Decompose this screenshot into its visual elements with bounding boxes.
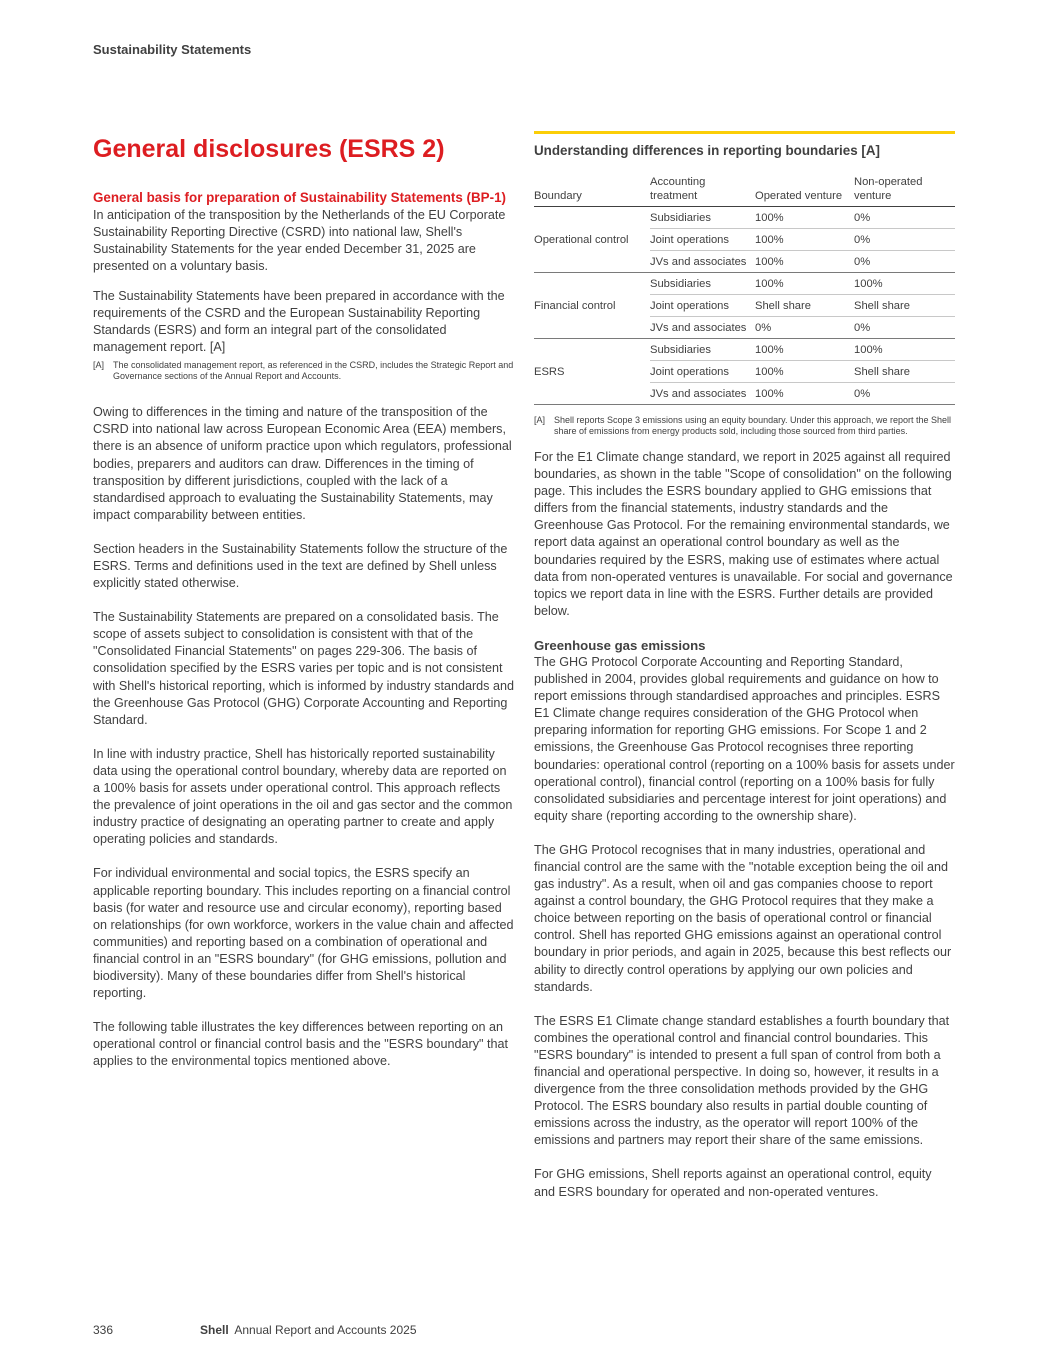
paragraph: The Sustainability Statements are prepared on a consolidated basis. The scope of assets subject to consolidation is consistent with that of the "Consolidated Financial Statements" on pages 229-306. The basis of consolidation specified by the ESRS varies per topic and is not consistent with Shell's historical reporting, which is informed by industry standards and the Greenhouse Gas Protocol (GHG) Corporate Accounting and Reporting Standard. — [93, 610, 514, 727]
table-cell: Joint operations — [650, 361, 755, 383]
table-cell: 100% — [854, 273, 955, 295]
table-cell: 100% — [755, 383, 854, 405]
paragraph: The following table illustrates the key differences between reporting on an operational control or financial control basis and the "ESRS boundary" that applies to the environmental topics mentioned above. — [93, 1020, 508, 1069]
table-cell: 100% — [755, 207, 854, 229]
paragraph: For individual environmental and social topics, the ESRS specify an applicable reporting boundary. This includes reporting on a financial control basis (for water and resource use and circular economy), reporting based on relationships (for own workforce, workers in the value chain and affected communities) and reporting based on a combination of operational and financial control in an "ESRS boundary" (for GHG emissions, pollution and biodiversity). Many of these boundaries differ from Shell's historical reporting. — [93, 866, 514, 1001]
paragraph: The Sustainability Statements have been prepared in accordance with the requirements of the CSRD and the European Sustainability Reporting Standards (ESRS) and form an integral part of the consolidated management report. [A] — [93, 288, 505, 355]
paragraph: In anticipation of the transposition by the Netherlands of the EU Corporate Sustainability Reporting Directive (CSRD) into national law, Shell's Sustainability Statements for the year ended December 31, 2025 are presented on a voluntary basis. — [93, 207, 506, 273]
boundary-table — [534, 175, 955, 405]
table-title: Understanding differences in reporting boundaries [A] — [534, 143, 880, 158]
table-row — [534, 207, 955, 229]
paragraph: For GHG emissions, Shell reports against an operational control, equity and ESRS boundary for operated and non-operated ventures. — [534, 1167, 932, 1199]
paragraph: The GHG Protocol recognises that in many industries, operational and financial control are the same with the "notable exception being the oil and gas industry". As a result, when oil and gas companies choose to report against a control boundary, the GHG Protocol requires that they make a choice between reporting on the basis of operational control or financial control. Shell has reported GHG emissions against an operational control boundary in prior periods, and again in 2025, because this best reflects our ability to directly control operations by applying our own policies and standards. — [534, 842, 952, 994]
table-cell: Shell share — [854, 295, 955, 317]
paragraph: The GHG Protocol Corporate Accounting and Reporting Standard, published in 2004, provides global requirements and guidance on how to report emissions through standardised approaches and principles. ESRS E1 Climate change requires consideration of the GHG Protocol when preparing information for reporting GHG emissions. For Scope 1 and 2 emissions, the Greenhouse Gas Protocol recognises three reporting boundaries: operational control (reporting on a 100% basis for assets under operational control), financial control (reporting on a 100% basis for fully consolidated subsidiaries and percentage interest for joint operations) and equity share (reporting according to the ownership share). — [534, 654, 955, 823]
right-column — [534, 131, 955, 1218]
paragraph: Owing to differences in the timing and nature of the transposition of the CSRD into national law across European Economic Area (EEA) members, there is an absence of uniform practice upon which regulators, professional bodies, preparers and auditors can draw. Differences in the timing of transposition by different jurisdictions, coupled with the lack of a standardised approach to evaluating the Sustainability Statements, may impact comparability between entities. — [93, 405, 512, 522]
publication-title: Annual Report and Accounts 2025 — [234, 1323, 417, 1337]
paragraph: The ESRS E1 Climate change standard establishes a fourth boundary that combines the operational control and financial control boundaries. This "ESRS boundary" is intended to present a full span of control from both a financial and operational perspective. In doing so, however, it results in a divergence from the three consolidation methods provided by the GHG Protocol. The ESRS boundary also results in partial double counting of emissions across the industry, as the operator will report 100% of the emissions and partners may report their share of the same emissions. — [534, 1013, 950, 1148]
page-footer — [93, 1323, 417, 1337]
table-cell: Subsidiaries — [650, 273, 755, 295]
footnote-marker: [A] — [534, 415, 546, 425]
table-cell: 0% — [854, 251, 955, 273]
column-header: Non-operated venture — [854, 175, 955, 207]
table-cell: Subsidiaries — [650, 207, 755, 229]
table-row — [534, 339, 955, 361]
column-header: Accounting treatment — [650, 175, 755, 207]
paragraph: Section headers in the Sustainability Statements follow the structure of the ESRS. Terms and definitions used in the text are defined by Shell unless explicitly stated otherwise. — [93, 541, 508, 591]
paragraph: For the E1 Climate change standard, we report in 2025 against all required boundaries, as shown in the table "Scope of consolidation" on the following page. This includes the ESRS boundary applied to GHG emissions that differs from the financial statements, industry standards and the Greenhouse Gas Protocol. For the remaining environmental standards, we report data against an operational control boundary as well as the boundaries required by the ESRS, making use of estimates where actual data from non-operated ventures is unavailable. For social and governance topics we report data in line with the ESRS. Further details are provided below. — [534, 450, 953, 618]
table-accent-rule — [534, 131, 955, 134]
table-cell: 100% — [755, 361, 854, 383]
left-column — [93, 134, 517, 1087]
table-cell: 0% — [854, 207, 955, 229]
footnote-marker: [A] — [93, 360, 105, 371]
table-cell: 0% — [854, 229, 955, 251]
boundary-cell: Financial control — [534, 273, 650, 339]
table-cell: 0% — [854, 317, 955, 339]
running-header: Sustainability Statements — [93, 42, 252, 57]
table-footnote — [534, 415, 955, 437]
column-header: Operated venture — [755, 175, 854, 207]
table-cell: 100% — [755, 339, 854, 361]
table-cell: 100% — [755, 273, 854, 295]
table-row — [534, 273, 955, 295]
column-header: Boundary — [534, 175, 650, 207]
table-cell: Joint operations — [650, 229, 755, 251]
section-subtitle: General basis for preparation of Sustainability Statements (BP-1) — [93, 190, 506, 205]
table-cell: Shell share — [755, 295, 854, 317]
section-heading: Greenhouse gas emissions — [534, 637, 706, 653]
footnote — [93, 360, 517, 382]
table-cell: JVs and associates — [650, 251, 755, 273]
table-cell: Joint operations — [650, 295, 755, 317]
table-header-row — [534, 175, 955, 207]
table-cell: 100% — [755, 251, 854, 273]
boundary-cell: Operational control — [534, 207, 650, 273]
page-number: 336 — [93, 1323, 114, 1337]
paragraph: In line with industry practice, Shell has historically reported sustainability data using the operational control boundary, whereby data are reported on a 100% basis for assets under operational control. This approach reflects the prevalence of joint operations in the oil and gas sector and the common industry practice of designating an operating partner to create and apply operating policies and standards. — [93, 746, 513, 847]
table-cell: 0% — [755, 317, 854, 339]
footnote-text: Shell reports Scope 3 emissions using an equity boundary. Under this approach, we report the Shell share of emissions from energy products sold, including those sourced from third parties. — [554, 415, 952, 436]
boundary-cell: ESRS — [534, 339, 650, 405]
table-cell: Shell share — [854, 361, 955, 383]
page-title: General disclosures (ESRS 2) — [93, 135, 445, 163]
table-cell: JVs and associates — [650, 317, 755, 339]
table-cell: JVs and associates — [650, 383, 755, 405]
table-cell: 0% — [854, 383, 955, 405]
footnote-text: The consolidated management report, as referenced in the CSRD, includes the Strategic Report and Governance sections of the Annual Report and Accounts. — [113, 360, 514, 382]
table-cell: 100% — [854, 339, 955, 361]
brand-name: Shell — [200, 1323, 229, 1337]
table-cell: Subsidiaries — [650, 339, 755, 361]
table-cell: 100% — [755, 229, 854, 251]
